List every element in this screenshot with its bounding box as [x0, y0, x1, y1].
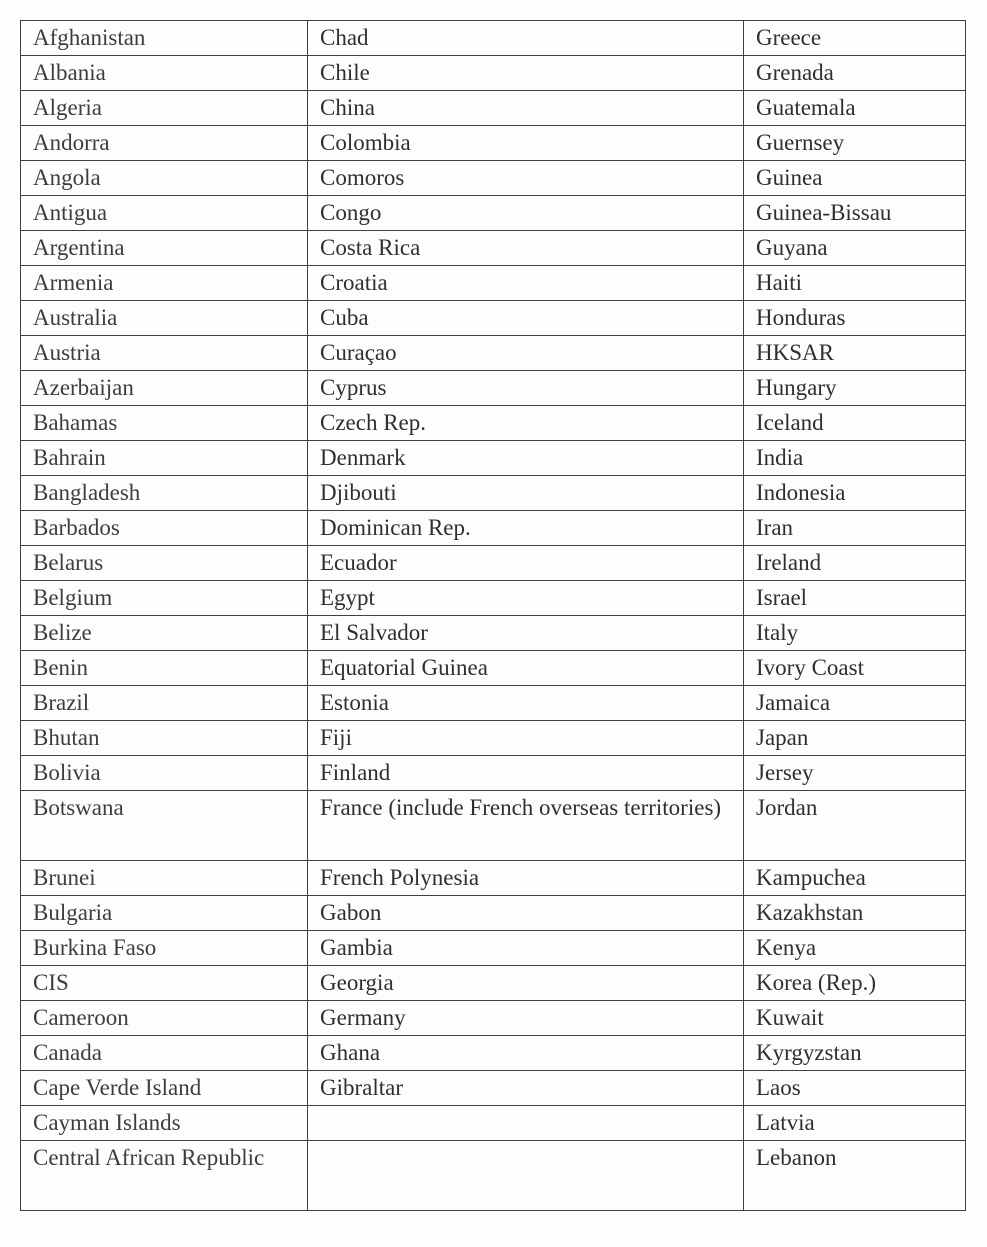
country-cell: Haiti [744, 266, 966, 301]
country-cell: Andorra [21, 126, 308, 161]
country-cell: Czech Rep. [308, 406, 744, 441]
table-row [21, 371, 966, 406]
country-cell: Cyprus [308, 371, 744, 406]
country-cell: Chile [308, 56, 744, 91]
table-row [21, 1071, 966, 1106]
country-cell: Botswana [21, 791, 308, 861]
country-cell: France (include French overseas territories) [308, 791, 744, 861]
country-cell: Germany [308, 1001, 744, 1036]
table-row [21, 231, 966, 266]
country-cell: Kenya [744, 931, 966, 966]
country-cell: French Polynesia [308, 861, 744, 896]
country-cell: Egypt [308, 581, 744, 616]
country-cell: Bahrain [21, 441, 308, 476]
country-cell: Brazil [21, 686, 308, 721]
country-cell: Israel [744, 581, 966, 616]
country-cell: Finland [308, 756, 744, 791]
table-row [21, 1141, 966, 1211]
table-row [21, 1001, 966, 1036]
country-cell: Equatorial Guinea [308, 651, 744, 686]
country-cell: El Salvador [308, 616, 744, 651]
table-row [21, 511, 966, 546]
country-cell: Honduras [744, 301, 966, 336]
country-cell: Albania [21, 56, 308, 91]
country-cell: Afghanistan [21, 21, 308, 56]
table-row [21, 266, 966, 301]
country-cell: Congo [308, 196, 744, 231]
country-cell: Bolivia [21, 756, 308, 791]
country-cell: Brunei [21, 861, 308, 896]
country-cell: Bangladesh [21, 476, 308, 511]
country-cell: Laos [744, 1071, 966, 1106]
table-row [21, 896, 966, 931]
table-row [21, 301, 966, 336]
country-cell [308, 1141, 744, 1211]
country-cell: Guatemala [744, 91, 966, 126]
country-cell: Denmark [308, 441, 744, 476]
country-cell: Ireland [744, 546, 966, 581]
country-cell: Gabon [308, 896, 744, 931]
country-cell: Guernsey [744, 126, 966, 161]
country-cell: Kampuchea [744, 861, 966, 896]
country-table [20, 20, 966, 1211]
table-row [21, 161, 966, 196]
country-cell: Japan [744, 721, 966, 756]
table-row [21, 21, 966, 56]
country-cell: Comoros [308, 161, 744, 196]
country-cell: Gibraltar [308, 1071, 744, 1106]
table-row [21, 861, 966, 896]
table-row [21, 126, 966, 161]
table-row [21, 616, 966, 651]
country-cell: Burkina Faso [21, 931, 308, 966]
country-cell: Cuba [308, 301, 744, 336]
country-cell: China [308, 91, 744, 126]
country-cell [308, 1106, 744, 1141]
country-cell: Georgia [308, 966, 744, 1001]
country-cell: Kuwait [744, 1001, 966, 1036]
country-cell: Kazakhstan [744, 896, 966, 931]
table-row [21, 721, 966, 756]
country-cell: Austria [21, 336, 308, 371]
country-cell: Argentina [21, 231, 308, 266]
country-cell: Bulgaria [21, 896, 308, 931]
country-cell: Curaçao [308, 336, 744, 371]
table-row [21, 931, 966, 966]
country-cell: Guinea [744, 161, 966, 196]
country-cell: Ecuador [308, 546, 744, 581]
country-cell: Belarus [21, 546, 308, 581]
table-body [21, 21, 966, 1211]
table-row [21, 756, 966, 791]
country-cell: Ivory Coast [744, 651, 966, 686]
country-cell: Gambia [308, 931, 744, 966]
country-cell: Azerbaijan [21, 371, 308, 406]
country-cell: Grenada [744, 56, 966, 91]
country-cell: CIS [21, 966, 308, 1001]
table-row [21, 91, 966, 126]
country-cell: Croatia [308, 266, 744, 301]
country-cell: Belize [21, 616, 308, 651]
country-cell: Ghana [308, 1036, 744, 1071]
country-cell: Australia [21, 301, 308, 336]
country-cell: Bahamas [21, 406, 308, 441]
table-row [21, 1106, 966, 1141]
country-cell: Indonesia [744, 476, 966, 511]
table-row [21, 1036, 966, 1071]
table-row [21, 966, 966, 1001]
country-cell: Kyrgyzstan [744, 1036, 966, 1071]
table-row [21, 791, 966, 861]
table-row [21, 546, 966, 581]
country-cell: Belgium [21, 581, 308, 616]
country-cell: Iran [744, 511, 966, 546]
country-cell: Chad [308, 21, 744, 56]
country-cell: Hungary [744, 371, 966, 406]
country-cell: Lebanon [744, 1141, 966, 1211]
country-cell: Cayman Islands [21, 1106, 308, 1141]
country-cell: Angola [21, 161, 308, 196]
country-cell: Jersey [744, 756, 966, 791]
country-cell: Cameroon [21, 1001, 308, 1036]
table-row [21, 56, 966, 91]
country-cell: Cape Verde Island [21, 1071, 308, 1106]
country-cell: Colombia [308, 126, 744, 161]
country-cell: Dominican Rep. [308, 511, 744, 546]
country-cell: Antigua [21, 196, 308, 231]
country-cell: Benin [21, 651, 308, 686]
country-cell: Algeria [21, 91, 308, 126]
table-row [21, 651, 966, 686]
table-row [21, 686, 966, 721]
country-cell: Guinea-Bissau [744, 196, 966, 231]
country-cell: Guyana [744, 231, 966, 266]
country-cell: Greece [744, 21, 966, 56]
table-row [21, 581, 966, 616]
country-cell: Korea (Rep.) [744, 966, 966, 1001]
table-row [21, 441, 966, 476]
country-cell: Jordan [744, 791, 966, 861]
country-cell: Central African Republic [21, 1141, 308, 1211]
country-cell: Iceland [744, 406, 966, 441]
country-cell: Fiji [308, 721, 744, 756]
country-cell: Barbados [21, 511, 308, 546]
country-cell: Bhutan [21, 721, 308, 756]
table-row [21, 196, 966, 231]
country-cell: Canada [21, 1036, 308, 1071]
country-cell: Estonia [308, 686, 744, 721]
country-cell: India [744, 441, 966, 476]
country-cell: Armenia [21, 266, 308, 301]
country-cell: Djibouti [308, 476, 744, 511]
country-cell: Costa Rica [308, 231, 744, 266]
table-row [21, 406, 966, 441]
table-row [21, 476, 966, 511]
country-cell: Italy [744, 616, 966, 651]
country-cell: Latvia [744, 1106, 966, 1141]
country-cell: HKSAR [744, 336, 966, 371]
table-row [21, 336, 966, 371]
country-cell: Jamaica [744, 686, 966, 721]
